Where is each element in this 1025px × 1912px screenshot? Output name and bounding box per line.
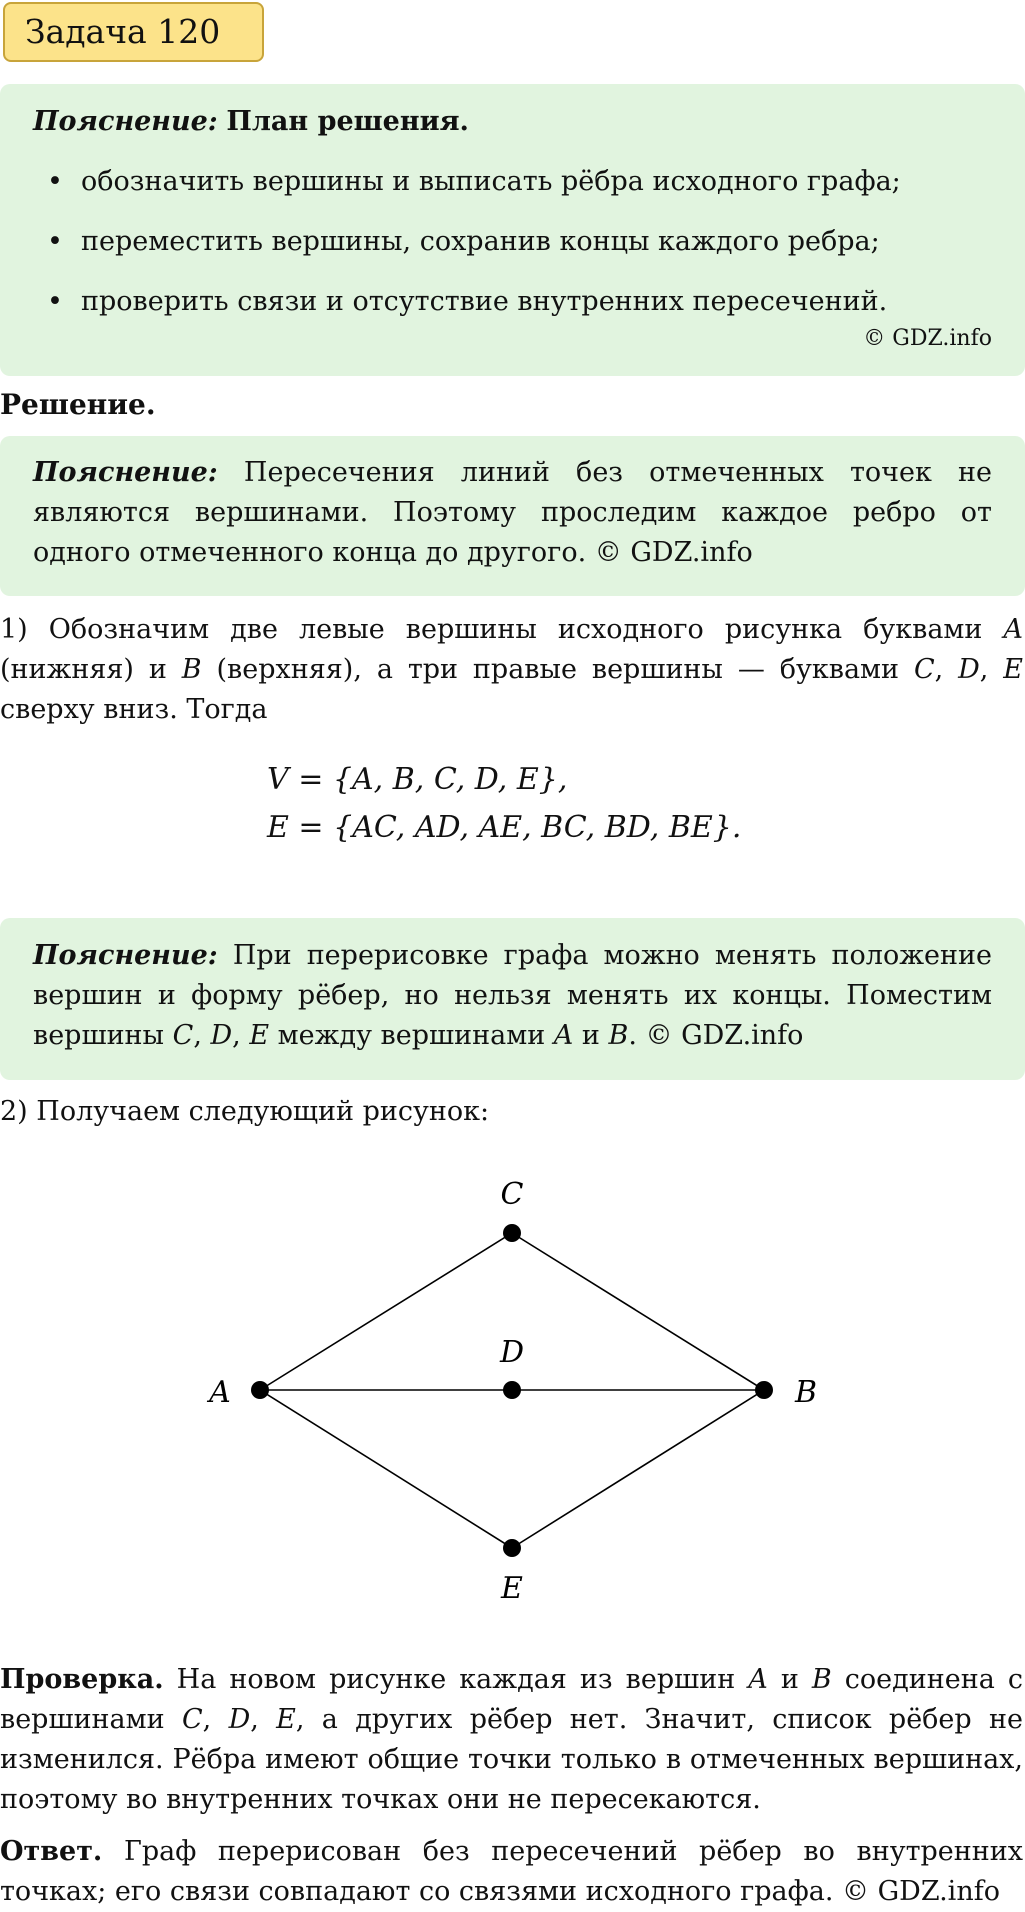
step1-var-a: A bbox=[1003, 614, 1023, 645]
check-paragraph: Проверка. На новом рисунке каждая из вершин A и B соединена с вершинами C, D, E, а других рёбер нет. Значит, список рёбер не изменился. Рёбра имеют общие точки только в отмеченных вершинах, поэтому во внутренних точках они не пересекаются. bbox=[0, 1664, 1023, 1815]
check-text-2: соединена с вершинами bbox=[0, 1664, 1023, 1735]
check-var-e: E bbox=[276, 1704, 296, 1735]
note2-text-2: между вершинами bbox=[277, 1020, 546, 1051]
plan-bullet-2: • переместить вершины, сохранив концы каждого ребра; bbox=[33, 222, 992, 262]
vertex-e bbox=[503, 1539, 521, 1557]
check-and: и bbox=[780, 1664, 799, 1695]
check-var-d: D bbox=[228, 1704, 251, 1735]
note2-var-e: E bbox=[249, 1020, 270, 1051]
step1-var-c: C bbox=[913, 654, 935, 685]
step2-text: 2) Получаем следующий рисунок: bbox=[0, 1096, 490, 1127]
step1-text-3: (верхняя), а три правые вершины — буквами bbox=[216, 654, 900, 685]
answer-text: Граф перерисован без пересечений рёбер во внутренних точках; его связи совпадают со связями исходного графа. bbox=[0, 1836, 1023, 1907]
plan-bullet-1: • обозначить вершины и выписать рёбра исходного графа; bbox=[33, 162, 992, 202]
plan-bullet-3: • проверить связи и отсутствие внутренних пересечений. bbox=[33, 282, 992, 322]
vertex-label-c: C bbox=[500, 1177, 524, 1212]
vertex-c bbox=[503, 1224, 521, 1242]
plan-note-label: Пояснение: bbox=[33, 106, 218, 137]
vertex-label-e: E bbox=[501, 1571, 523, 1606]
plan-note-box bbox=[0, 84, 1025, 376]
task-title: Задача 120 bbox=[3, 2, 264, 62]
step1-text-1: 1) Обозначим две левые вершины исходного рисунка буквами bbox=[0, 614, 983, 645]
answer-paragraph bbox=[0, 1832, 1025, 1912]
plan-copyright: © GDZ.info bbox=[863, 326, 992, 351]
edge-be bbox=[512, 1390, 764, 1548]
vertex-label-b: B bbox=[794, 1375, 818, 1410]
note2-var-c: C bbox=[172, 1020, 194, 1051]
answer-copyright: © GDZ.info bbox=[842, 1876, 1000, 1907]
vertex-b bbox=[755, 1381, 773, 1399]
note2-box: Пояснение: При перерисовке графа можно менять положение вершин и форму рёбер, но нельзя менять их концы. Поместим вершины C, D, E между вершинами A и B. © GDZ.info bbox=[0, 918, 1025, 1080]
note2-copyright: © GDZ.info bbox=[645, 1020, 804, 1051]
solution-heading: Решение. bbox=[0, 388, 156, 421]
step1-var-d: D bbox=[958, 654, 980, 685]
check-var-b: B bbox=[811, 1664, 832, 1695]
check-var-c: C bbox=[181, 1704, 203, 1735]
check-text-1: На новом рисунке каждая из вершин bbox=[176, 1664, 736, 1695]
step1-var-e: E bbox=[1003, 654, 1023, 685]
note2-var-d: D bbox=[210, 1020, 233, 1051]
vertex-a bbox=[251, 1381, 269, 1399]
step1-var-b: B bbox=[181, 654, 202, 685]
math-line-1: V = {A, B, C, D, E}, bbox=[267, 762, 568, 797]
step1-paragraph: 1) Обозначим две левые вершины исходного рисунка буквами A (нижняя) и B (верхняя), а три правые вершины — буквами C, D, E сверху вниз. Тогда bbox=[0, 614, 1023, 725]
note1-label: Пояснение: bbox=[33, 457, 218, 488]
step1-text-2: (нижняя) и bbox=[0, 654, 167, 685]
check-text-3: , а других рёбер нет. Значит, список рёбер не изменился. Рёбра имеют общие точки только в отмеченных вершинах, поэтому во внутренних точках они не пересекаются. bbox=[0, 1704, 1023, 1815]
math-line-2: E = {AC, AD, AE, BC, BD, BE}. bbox=[267, 810, 742, 845]
vertex-label-a: A bbox=[209, 1375, 231, 1410]
note2-text-1: При перерисовке графа можно менять положение вершин и форму рёбер, но нельзя менять их концы. Поместим вершины bbox=[33, 940, 992, 1051]
note2-var-a: A bbox=[553, 1020, 574, 1051]
edge-bc bbox=[512, 1233, 764, 1390]
edge-ae bbox=[260, 1390, 512, 1548]
graph-figure bbox=[0, 1170, 1025, 1630]
vertex-label-d: D bbox=[499, 1335, 525, 1370]
note2-and: и bbox=[581, 1020, 600, 1051]
note1-box bbox=[0, 436, 1025, 596]
edge-ac bbox=[260, 1233, 512, 1390]
step1-text-4: сверху вниз. Тогда bbox=[0, 694, 268, 725]
note2-var-b: B bbox=[608, 1020, 629, 1051]
note1-text: Пересечения линий без отмеченных точек не являются вершинами. Поэтому проследим каждое ребро от одного отмеченного конца до другого. bbox=[33, 457, 992, 568]
check-var-a: A bbox=[748, 1664, 768, 1695]
vertex-d bbox=[503, 1381, 521, 1399]
note2-label: Пояснение: bbox=[33, 940, 218, 971]
note1-copyright: © GDZ.info bbox=[594, 537, 753, 568]
check-label: Проверка. bbox=[0, 1664, 164, 1695]
answer-label: Ответ. bbox=[0, 1836, 103, 1867]
plan-heading: План решения. bbox=[226, 106, 469, 137]
